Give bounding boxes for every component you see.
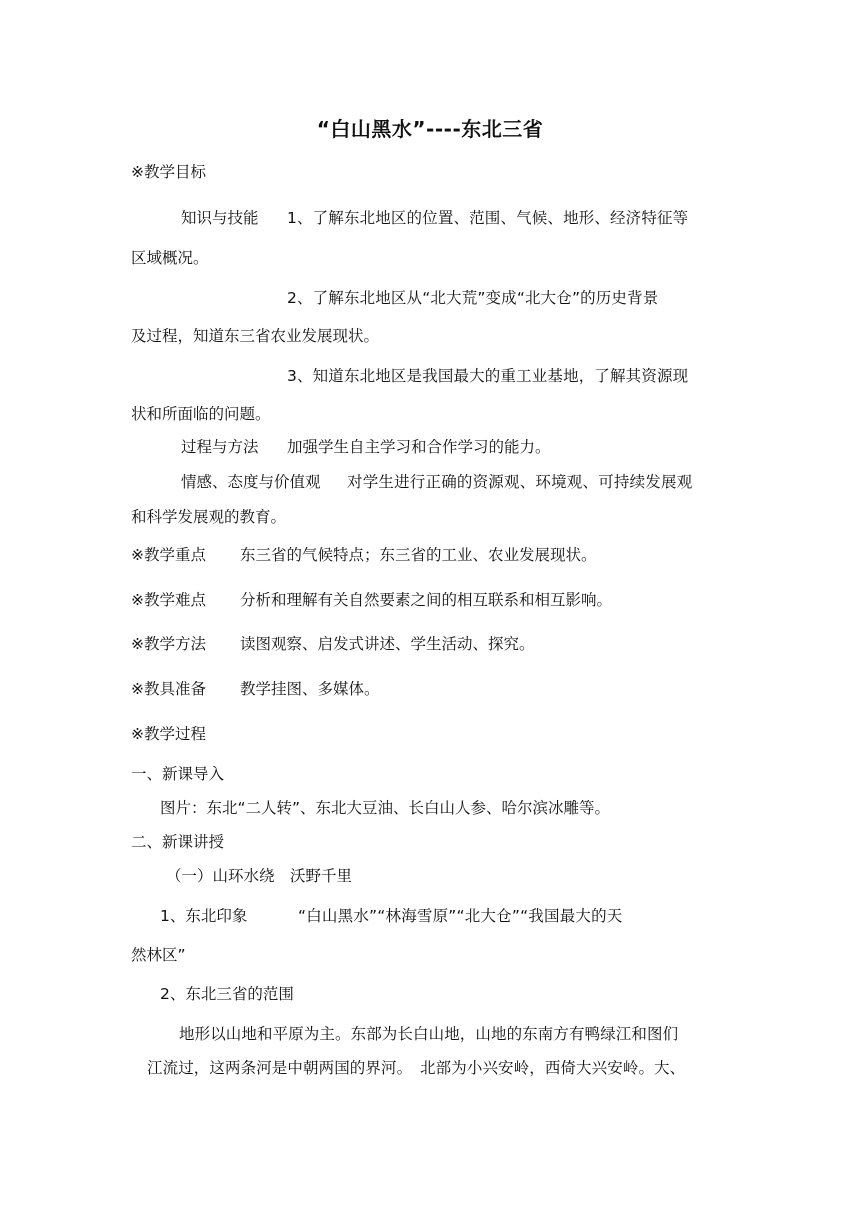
part2-para-line1: 地形以山地和平原为主。东部为长白山地，山地的东南方有鸭绿江和图们: [179, 1025, 679, 1043]
emotion-label: 情感、态度与价值观: [181, 473, 321, 491]
knowledge-item3-line2: 状和所面临的问题。: [131, 405, 271, 423]
knowledge-item1-line1: [287, 208, 729, 228]
knowledge-item2-line1: 2、了解东北地区从“北大荒”变成“北大仓”的历史背景: [287, 289, 659, 307]
part2-item2-label: 2、东北三省的范围: [160, 985, 294, 1003]
part2-subheading: （一）山环水绕 沃野千里: [166, 867, 353, 885]
process-text: 加强学生自主学习和合作学习的能力。: [287, 438, 551, 456]
part2-para-line2: 江流过，这两条河是中朝两国的界河。 北部为小兴安岭，西倚大兴安岭。大、: [147, 1059, 686, 1077]
part2-item1-text-line1: “白山黑水”“林海雪原”“北大仓”“我国最大的天: [298, 907, 623, 925]
knowledge-label: 知识与技能: [181, 209, 259, 227]
emotion-text-line1: 对学生进行正确的资源观、环境观、可持续发展观: [347, 473, 693, 491]
part2-heading: 二、新课讲授: [131, 833, 225, 851]
methods-label: ※教学方法: [131, 635, 206, 653]
part1-heading: 一、新课导入: [131, 765, 225, 783]
tools-text: 教学挂图、多媒体。: [240, 680, 380, 698]
process-heading: ※教学过程: [131, 725, 206, 743]
difficulties-label: ※教学难点: [131, 591, 206, 609]
emotion-text-line2: 和科学发展观的教育。: [131, 508, 287, 526]
knowledge-item3-line1: 3、知道东北地区是我国最大的重工业基地，了解其资源现: [287, 367, 689, 385]
key-points-label: ※教学重点: [131, 546, 206, 564]
objectives-heading: ※教学目标: [131, 163, 206, 181]
part1-text: 图片：东北“二人转”、东北大豆油、长白山人参、哈尔滨冰雕等。: [160, 799, 611, 817]
part2-item1-label: 1、东北印象: [160, 907, 248, 925]
part2-item1-text-line2: 然林区”: [131, 946, 186, 964]
tools-label: ※教具准备: [131, 680, 206, 698]
key-points-text: 东三省的气候特点；东三省的工业、农业发展现状。: [240, 546, 597, 564]
knowledge-item1-line2: 区域概况。: [131, 249, 209, 267]
process-label: 过程与方法: [181, 438, 259, 456]
knowledge-item2-line2: 及过程，知道东三省农业发展现状。: [131, 327, 380, 345]
difficulties-text: 分析和理解有关自然要素之间的相互联系和相互影响。: [240, 591, 613, 609]
document-title: “白山黑水”----东北三省: [316, 117, 544, 141]
methods-text: 读图观察、启发式讲述、学生活动、探究。: [240, 635, 535, 653]
knowledge-item1-line1-text: 1、了解东北地区的位置、范围、气候、地形、经济特征等: [287, 209, 689, 227]
